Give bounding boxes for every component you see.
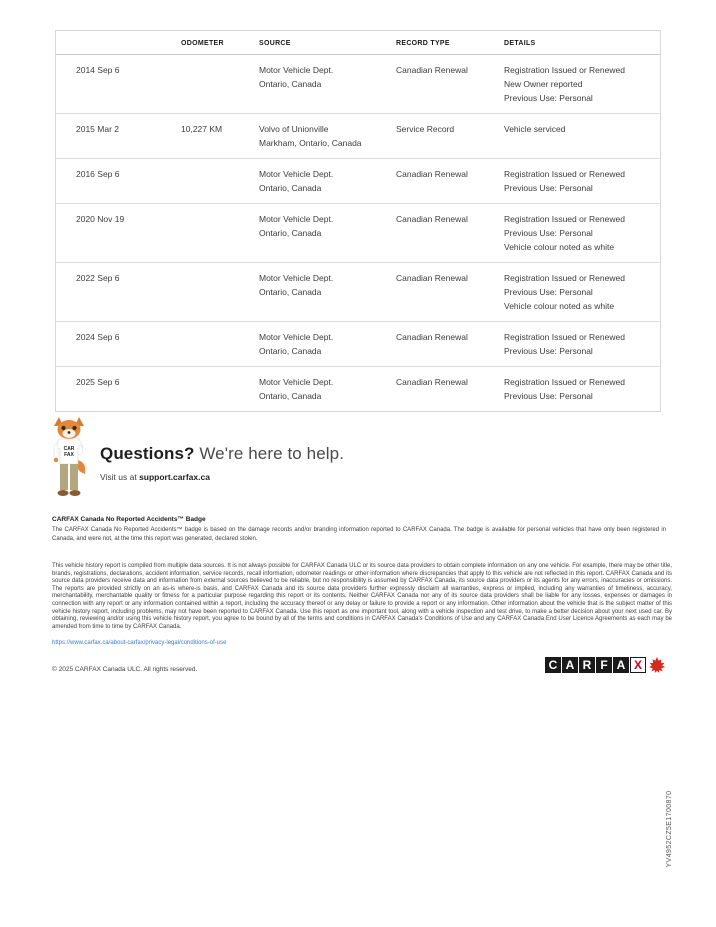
maple-leaf-icon <box>649 657 665 673</box>
record-date: 2015 Mar 2 <box>76 124 119 134</box>
logo-letter-box: R <box>579 657 595 673</box>
table-row <box>56 204 660 263</box>
badge-body-text: The CARFAX Canada No Reported Accidents™ badge is based on the damage records and/or branding information reported to CARFAX Canada. The badge is available for personal vehicles that have only been registered in Canada, and were not, at the time this report was generated, declared stolen. <box>52 527 666 542</box>
record-odometer <box>181 271 259 313</box>
svg-text:CAR: CAR <box>63 446 75 452</box>
record-source: Motor Vehicle Dept. Ontario, Canada <box>259 273 334 297</box>
svg-text:FAX: FAX <box>64 452 74 458</box>
record-odometer <box>181 167 259 195</box>
help-section <box>48 416 344 500</box>
record-type: Canadian Renewal <box>396 273 468 283</box>
record-type: Canadian Renewal <box>396 332 468 342</box>
history-table <box>55 30 661 412</box>
record-type: Canadian Renewal <box>396 377 468 387</box>
record-source: Motor Vehicle Dept. Ontario, Canada <box>259 332 334 356</box>
record-details: Registration Issued or Renewed Previous Use: Personal <box>504 332 625 356</box>
help-text-block <box>100 444 344 482</box>
table-row <box>56 55 660 114</box>
record-date: 2014 Sep 6 <box>76 65 120 75</box>
record-details: Registration Issued or Renewed Previous Use: Personal Vehicle colour noted as white <box>504 273 625 311</box>
record-details: Registration Issued or Renewed Previous Use: Personal Vehicle colour noted as white <box>504 214 625 252</box>
record-details: Registration Issued or Renewed Previous Use: Personal <box>504 169 625 193</box>
record-type: Canadian Renewal <box>396 169 468 179</box>
table-row <box>56 367 660 411</box>
carfax-logo-letters <box>545 657 647 673</box>
record-odometer <box>181 330 259 358</box>
record-source: Motor Vehicle Dept. Ontario, Canada <box>259 214 334 238</box>
record-source: Motor Vehicle Dept. Ontario, Canada <box>259 65 334 89</box>
logo-letter-box: F <box>596 657 612 673</box>
support-link[interactable]: support.carfax.ca <box>139 472 210 482</box>
record-date: 2024 Sep 6 <box>76 332 120 342</box>
record-odometer <box>181 375 259 403</box>
record-type: Canadian Renewal <box>396 65 468 75</box>
history-table-body <box>56 55 660 411</box>
header-record-type: RECORD TYPE <box>396 40 450 47</box>
table-row <box>56 114 660 159</box>
table-row <box>56 263 660 322</box>
record-details: Registration Issued or Renewed New Owner reported Previous Use: Personal <box>504 65 625 103</box>
carfax-logo <box>545 657 665 673</box>
badge-heading: CARFAX Canada No Reported Accidents™ Badge <box>52 516 206 523</box>
record-source: Motor Vehicle Dept. Ontario, Canada <box>259 377 334 401</box>
help-title <box>100 444 344 464</box>
conditions-of-use-link[interactable]: https://www.carfax.ca/about-carfax/privacy-legal/conditions-of-use <box>52 640 227 647</box>
logo-letter-box: A <box>562 657 578 673</box>
header-source: SOURCE <box>259 40 291 47</box>
table-header-row <box>56 31 660 55</box>
record-source: Motor Vehicle Dept. Ontario, Canada <box>259 169 334 193</box>
record-odometer <box>181 212 259 254</box>
record-type: Service Record <box>396 124 455 134</box>
help-title-bold: Questions? <box>100 444 195 463</box>
logo-letter-box: C <box>545 657 561 673</box>
table-row <box>56 159 660 204</box>
header-details: DETAILS <box>504 40 536 47</box>
header-odometer: ODOMETER <box>181 40 224 47</box>
copyright-text: © 2025 CARFAX Canada ULC. All rights reserved. <box>52 666 198 673</box>
vin-vertical-text: YV4952CZ5E1700870 <box>666 790 673 868</box>
record-date: 2025 Sep 6 <box>76 377 120 387</box>
record-details: Vehicle serviced <box>504 124 566 134</box>
disclaimer-section <box>52 563 672 649</box>
record-date: 2020 Nov 19 <box>76 214 125 224</box>
record-type: Canadian Renewal <box>396 214 468 224</box>
help-subtitle-prefix: Visit us at <box>100 472 140 482</box>
help-title-rest: We're here to help. <box>194 444 345 463</box>
record-odometer: 10,227 KM <box>181 124 223 134</box>
header-date <box>56 40 181 47</box>
record-source: Volvo of Unionville Markham, Ontario, Canada <box>259 124 362 148</box>
record-details: Registration Issued or Renewed Previous Use: Personal <box>504 377 625 401</box>
carfax-fox-mascot-icon <box>48 416 90 500</box>
badge-section <box>52 516 666 543</box>
record-date: 2022 Sep 6 <box>76 273 120 283</box>
record-date: 2016 Sep 6 <box>76 169 120 179</box>
disclaimer-text: This vehicle history report is compiled from multiple data sources. It is not always possible for CARFAX Canada ULC or its source data providers to obtain complete information on any one vehicle. For example, there may be other title, brands, registrations, declarations, accident information, service records, recall information, odometer readings or other information where discrepancies that apply to this vehicle are not reflected in this report. CARFAX Canada and its source data providers receive data and information from external sources believed to be reliable, but no responsibility is assumed by CARFAX Canada, its source data providers or its agents for any errors, inaccuracies or omissions. The reports are provided strictly on an as-is where-is basis, and CARFAX Canada and its source data providers further expressly disclaim all warranties, express or implied, including any warranties of timeliness, accuracy, merchantability, merchantable quality or fitness for a particular purpose regarding this report or its contents. Neither CARFAX Canada nor any of its source data providers shall be liable for any losses, expenses or damages in connection with any report or any information contained within a report, including the accuracy thereof or any delay or failure to provide a report or any information. Other information about the vehicle that is the subject matter of this vehicle history report, including problems, may not have been reported to CARFAX Canada. Use this report as one important tool, along with a vehicle inspection and test drive, to make a better decision about your next used car. By obtaining, reviewing and/or using this vehicle history report, you agree to be bound by all of the terms and conditions in CARFAX Canada's Conditions of Use and any CARFAX Canada End User Licence Agreements as each may be amended from time to time by CARFAX Canada. <box>52 563 672 630</box>
table-row <box>56 322 660 367</box>
logo-letter-box: A <box>613 657 629 673</box>
logo-letter-box: X <box>630 657 646 673</box>
help-subtitle <box>100 472 344 482</box>
record-odometer <box>181 63 259 105</box>
